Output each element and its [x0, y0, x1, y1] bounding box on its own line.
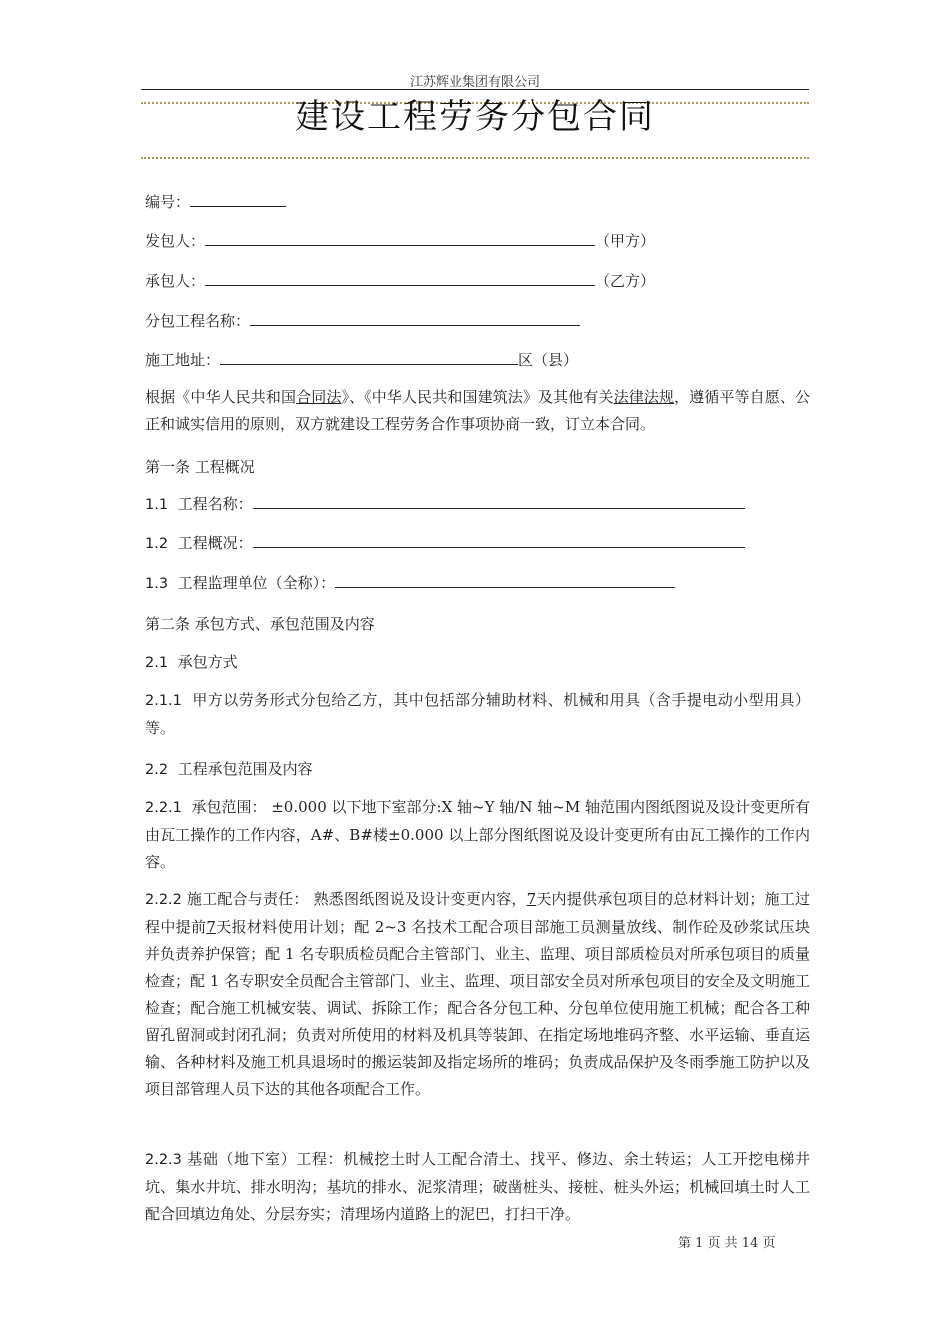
section-2-2-2-days-2: 7 [206, 918, 216, 936]
preamble-text-3: ，遵循平等自愿、公正和诚实信用的原则，双方就建设工程劳务合作事项协商一致，订立本合同。 [145, 388, 810, 433]
article2-heading: 第二条 承包方式、承包范围及内容 [145, 615, 375, 633]
page-number: 第 1 页 共 14 页 [678, 1236, 776, 1251]
item-1-3-number: 1.3 [145, 576, 169, 592]
section-2-2-2-number: 2.2.2 [145, 892, 182, 908]
section-2-1-text: 承包方式 [177, 653, 238, 671]
section-2-1-1-text: 甲方以劳务形式分包给乙方，其中包括部分辅助材料、机械和用具（含手提电动小型用具）等。 [145, 691, 810, 737]
title-dotted-rule-bottom [141, 157, 809, 159]
field-contractor [145, 270, 655, 291]
section-2-2-3 [145, 1146, 810, 1228]
item-1-2-blank[interactable] [253, 534, 745, 548]
field-number [145, 191, 286, 212]
item-1-2-number: 1.2 [145, 536, 169, 552]
section-2-2-2-days-1: 7 [526, 890, 537, 908]
section-2-2-1-number: 2.2.1 [145, 800, 182, 816]
section-2-2-2-text-a: 施工配合与责任： 熟悉图纸图说及设计变更内容， [186, 890, 527, 908]
field-site-label: 施工地址： [145, 351, 221, 369]
item-1-1-number: 1.1 [145, 497, 169, 513]
item-1-1-label: 工程名称： [177, 495, 253, 513]
section-2-1-1-number: 2.1.1 [145, 693, 182, 709]
item-1-1-blank[interactable] [253, 495, 745, 509]
preamble-text-2: 》、《中华人民共和国建筑法》及其他有关 [341, 388, 614, 406]
field-contractor-suffix: （乙方） [595, 272, 656, 290]
field-project-name [145, 310, 580, 331]
item-1-2-label: 工程概况： [177, 534, 253, 552]
header-company-name: 江苏辉业集团有限公司 [409, 75, 540, 90]
item-1-3 [145, 572, 675, 593]
section-2-2-3-number: 2.2.3 [145, 1152, 182, 1168]
preamble-paragraph [145, 384, 810, 438]
section-2-1-number: 2.1 [145, 655, 169, 671]
field-employer [145, 230, 655, 251]
field-site-blank[interactable] [220, 351, 518, 365]
contract-title: 建设工程劳务分包合同 [295, 97, 655, 137]
field-site-suffix: 区（县） [518, 351, 579, 369]
field-project-name-label: 分包工程名称： [145, 312, 251, 330]
item-1-1 [145, 493, 745, 514]
section-2-1-1 [145, 687, 810, 742]
preamble-link-laws[interactable]: 法律法规 [613, 388, 675, 406]
field-contractor-blank[interactable] [205, 272, 595, 286]
field-employer-blank[interactable] [205, 232, 595, 246]
section-2-1 [145, 651, 238, 672]
field-employer-label: 发包人： [145, 232, 206, 250]
item-1-2 [145, 532, 745, 553]
section-2-2 [145, 758, 313, 779]
field-project-name-blank[interactable] [250, 312, 580, 326]
field-contractor-label: 承包人： [145, 272, 206, 290]
section-2-2-1-text: 承包范围： ±0.000 以下地下室部分:X 轴~Y 轴/N 轴~M 轴范围内图纸图说及设计变更所有由瓦工操作的工作内容，A#、B#楼±0.000 以上部分图纸图说及设计变更所有由瓦工操作的工作内容。 [145, 798, 810, 871]
field-number-label: 编号： [145, 193, 191, 211]
section-2-2-text: 工程承包范围及内容 [177, 760, 313, 778]
field-site [145, 349, 578, 370]
field-number-blank[interactable] [190, 193, 286, 207]
section-2-2-3-text: 基础（地下室）工程：机械挖土时人工配合清土、找平、修边、余土转运；人工开挖电梯井坑、集水井坑、排水明沟；基坑的排水、泥浆清理；破凿桩头、接桩、桩头外运；机械回填土时人工配合回填边角处、分层夯实；清理场内道路上的泥巴，打扫干净。 [145, 1150, 810, 1223]
item-1-3-label: 工程监理单位（全称）： [177, 574, 336, 592]
section-2-2-2-text-b: 天内提供承包项目的总材料计划；施工过程中提前 [145, 890, 810, 936]
field-employer-suffix: （甲方） [595, 232, 656, 250]
preamble-text-1: 根据《中华人民共和国 [145, 388, 297, 406]
section-2-2-1 [145, 794, 810, 876]
section-2-2-number: 2.2 [145, 762, 169, 778]
preamble-link-contract-law[interactable]: 合同法 [296, 388, 342, 406]
article1-heading: 第一条 工程概况 [145, 458, 255, 476]
section-2-2-2-text-c: 天报材料使用计划；配 2~3 名技术工配合项目部施工员测量放线、制作砼及砂浆试压块并负责养护保管；配 1 名专职质检员配合主管部门、业主、监理、项目部质检员对所承包项目的质量检查；配 1 名专职安全员配合主管部门、业主、监理、项目部安全员对所承包项目的安全及文明施工检查；配合施工机械安装、调试、拆除工作；配合各分包工种、分包单位使用施工机械；配合各工种留孔留洞或封闭孔洞；负责对所使用的材料及机具等装卸、在指定场地堆码齐整、水平运输、垂直运输、各种材料及施工机具退场时的搬运装卸及指定场所的堆码；负责成品保护及冬雨季施工防护以及项目部管理人员下达的其他各项配合工作。 [145, 918, 810, 1098]
section-2-2-2 [145, 886, 810, 1103]
item-1-3-blank[interactable] [335, 574, 675, 588]
